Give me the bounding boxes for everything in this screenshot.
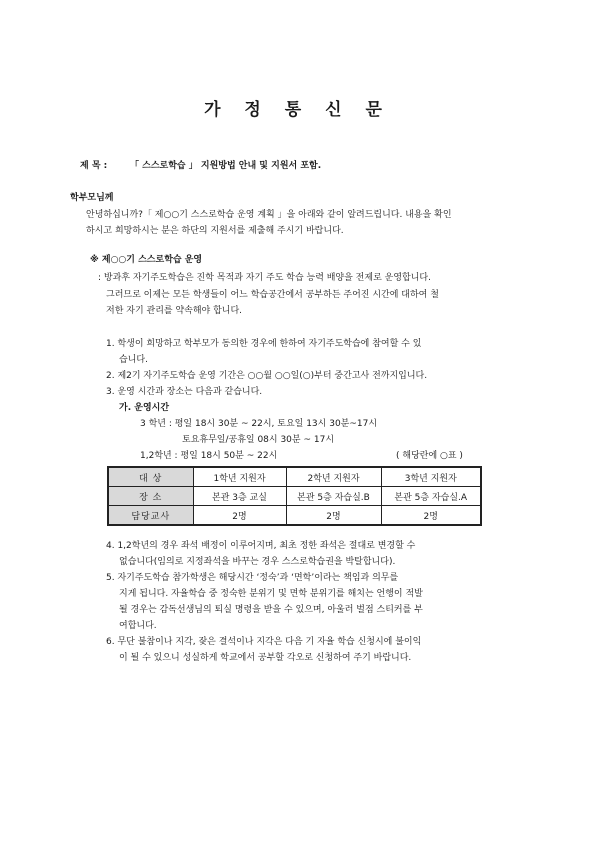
table-cell: 대 상 (108, 467, 193, 487)
table-row (108, 467, 481, 487)
intro-line: 그러므로 이제는 모든 학생들이 어느 학습공간에서 공부하든 주어진 시간에 대하여 철 (106, 290, 439, 300)
table-cell: 1학년 지원자 (193, 467, 286, 487)
section-heading: ※ 제○○기 스스로학습 운영 (90, 255, 203, 265)
table-cell: 2명 (381, 506, 481, 526)
table-cell: 2명 (286, 506, 381, 526)
list-item-continued: 지게 됩니다. 자율학습 중 정숙한 분위기 및 면학 분위기를 해치는 언행이 적발 (119, 589, 423, 599)
operation-table (107, 466, 482, 526)
table-row (108, 487, 481, 506)
table-cell: 담당교사 (108, 506, 193, 526)
subject-label: 제 목 : (80, 161, 108, 171)
table-cell: 2명 (193, 506, 286, 526)
intro-line: 저한 자기 관리를 약속해야 합니다. (106, 306, 243, 316)
table-row (108, 506, 481, 526)
list-item: 5. 자기주도학습 참가학생은 해당시간 ‘정숙’과 ‘면학’이라는 책임과 의무를 (106, 573, 399, 583)
list-item-continued: 습니다. (119, 355, 148, 365)
list-item-continued: 될 경우는 감독선생님의 퇴실 명령을 받을 수 있으며, 아울러 벌점 스티커를 부 (119, 605, 423, 615)
list-item: 2. 제2기 자기주도학습 운영 기간은 ○○월 ○○일(○)부터 중간고사 전까지입니다. (106, 371, 428, 381)
table-cell: 본관 5층 자습실.B (286, 487, 381, 506)
list-item: 1. 학생이 희망하고 학부모가 동의한 경우에 한하여 자기주도학습에 참여할 수 있 (106, 339, 422, 349)
list-item-continued: 이 될 수 있으니 성실하게 학교에서 공부할 각오로 신청하여 주기 바랍니다. (119, 653, 412, 663)
list-item: 3. 운영 시간과 장소는 다음과 같습니다. (106, 387, 263, 397)
document-title: 가 정 통 신 문 (204, 100, 391, 120)
table-cell: 본관 5층 자습실.A (381, 487, 481, 506)
table-cell: 3학년 지원자 (381, 467, 481, 487)
salutation: 학부모님께 (70, 193, 114, 203)
sub-heading: 가. 운영시간 (119, 403, 170, 413)
greeting-line: 하시고 희망하시는 분은 하단의 지원서를 제출해 주시기 바랍니다. (86, 226, 344, 236)
intro-line: : 방과후 자기주도학습은 진학 목적과 자기 주도 학습 능력 배양을 전제로 운영합니다. (98, 273, 431, 283)
greeting-line: 안녕하십니까?「 제○○기 스스로학습 운영 계획 」을 아래와 같이 알려드립니다. 내용을 확인 (86, 210, 452, 220)
subject-text: 「 스스로학습 」 지원방법 안내 및 지원서 포함. (130, 161, 322, 171)
list-item: 4. 1,2학년의 경우 좌석 배정이 이루어지며, 최초 정한 좌석은 절대로 변경할 수 (106, 541, 416, 551)
table-cell: 2학년 지원자 (286, 467, 381, 487)
list-item-continued: 여합니다. (119, 621, 157, 631)
hours-line: 3 학년 : 평일 18시 30분 ~ 22시, 토요일 13시 30분~17시 (140, 419, 378, 429)
list-item-continued: 없습니다(임의로 지정좌석을 바꾸는 경우 스스로학습권을 박탈합니다). (119, 557, 396, 567)
list-item: 6. 무단 불참이나 지각, 잦은 결석이나 지각은 다음 기 자율 학습 신청시에 불이익 (106, 637, 422, 647)
hours-line: 1,2학년 : 평일 18시 50분 ~ 22시 (140, 451, 278, 461)
table-cell: 본관 3층 교실 (193, 487, 286, 506)
hours-line: 토요휴무일/공휴일 08시 30분 ~ 17시 (182, 435, 335, 445)
table-cell: 장 소 (108, 487, 193, 506)
table-note: ( 해당란에 ○표 ) (396, 451, 463, 461)
